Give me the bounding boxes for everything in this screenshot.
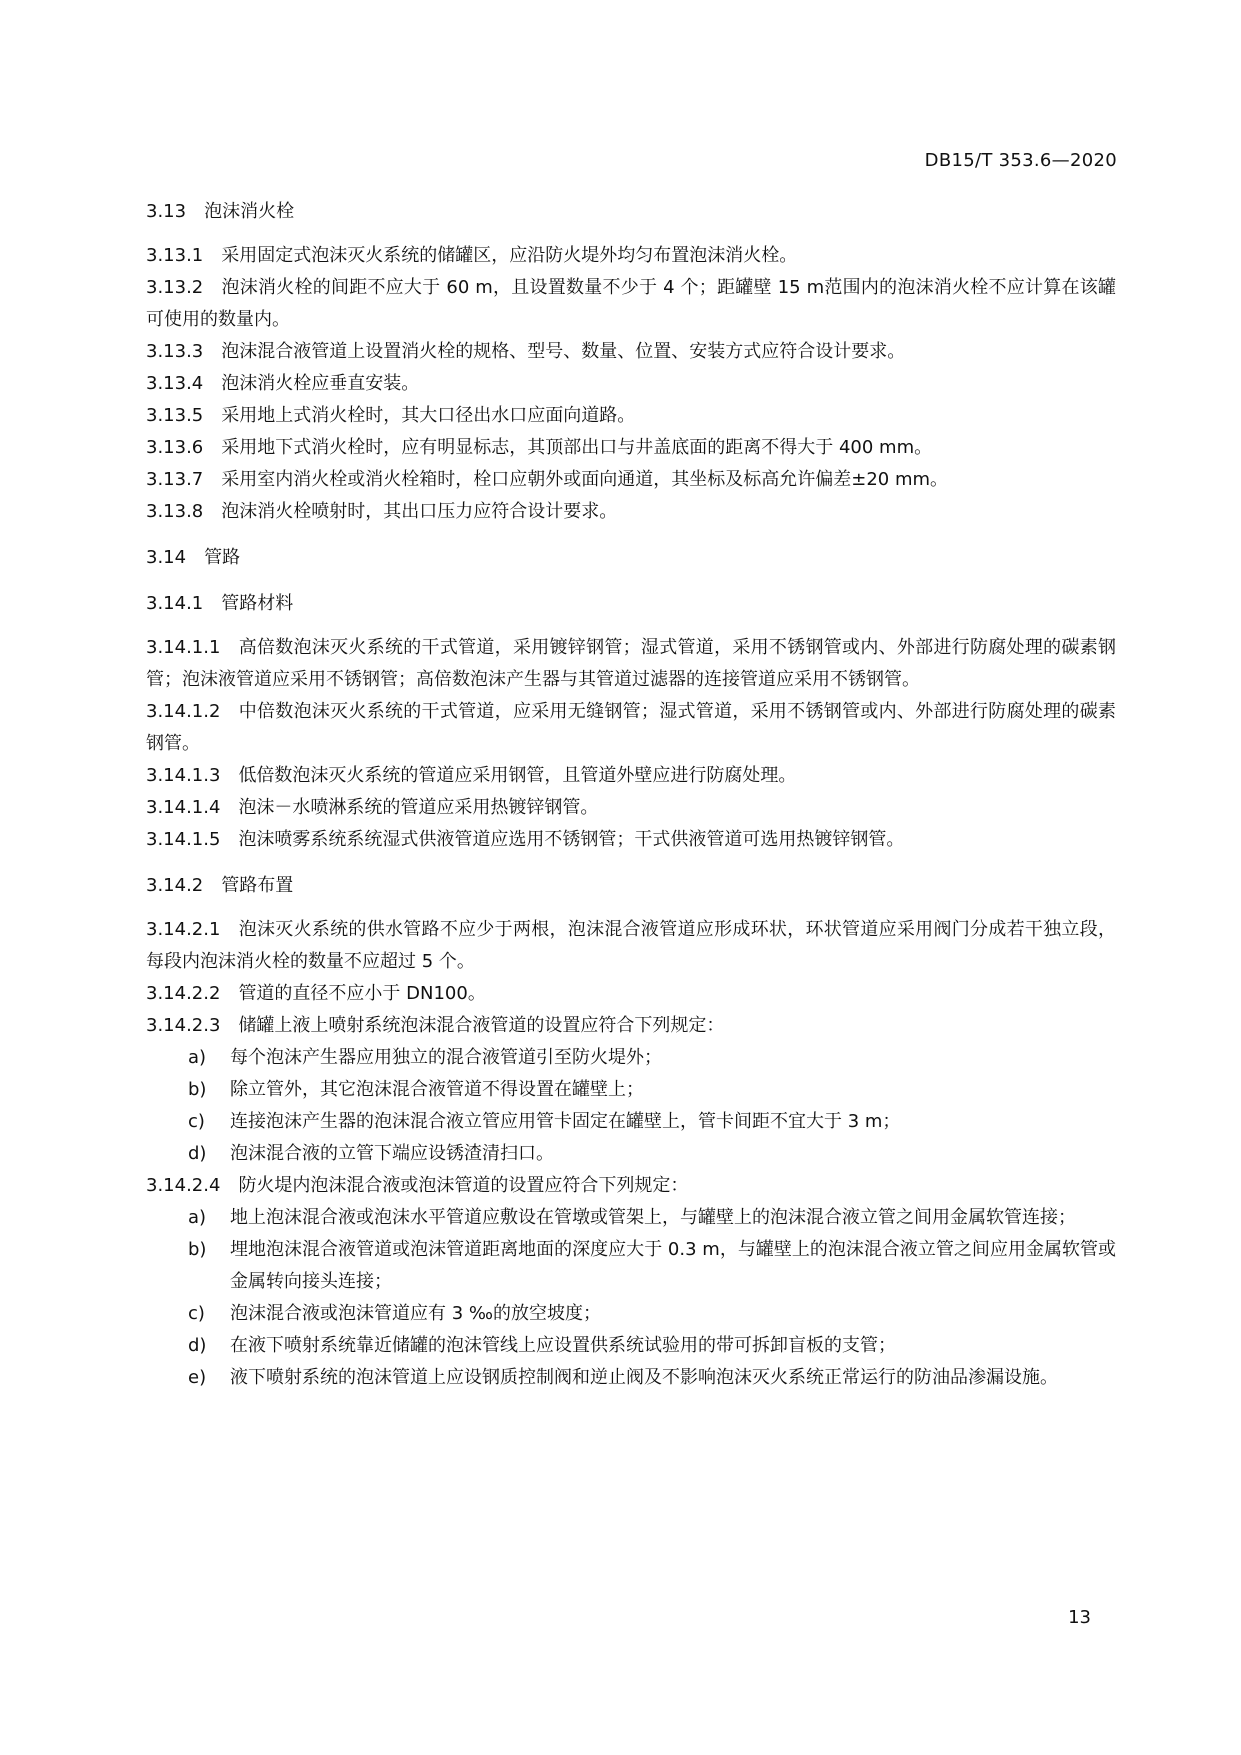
clause-3-13-8: [146, 496, 1116, 528]
list-text: 每个泡沫产生器应用独立的混合液管道引至防火堤外；: [230, 1047, 662, 1068]
clause-number: 3.13.1: [146, 245, 204, 266]
clause-text: 采用固定式泡沫灭火系统的储罐区，应沿防火堤外均匀布置泡沫消火栓。: [221, 245, 798, 266]
clause-3-13-5: [146, 400, 1116, 432]
clause-text: 中倍数泡沫灭火系统的干式管道，应采用无缝钢管；湿式管道，采用不锈钢管或内、外部进行防腐处理的碳素钢管。: [146, 701, 1116, 754]
section-number: 3.13: [146, 201, 187, 222]
list-marker: b): [188, 1079, 207, 1100]
clause-3-13-1: [146, 240, 1116, 272]
clause-text: 低倍数泡沫灭火系统的管道应采用钢管，且管道外壁应进行防腐处理。: [238, 765, 797, 786]
clause-number: 3.13.7: [146, 469, 204, 490]
clause-3-13-7: [146, 464, 1116, 496]
subsection-heading-3-14-2: [146, 870, 1116, 902]
list-item: [146, 1298, 1116, 1330]
list-text: 连接泡沫产生器的泡沫混合液立管应用管卡固定在罐壁上，管卡间距不宜大于 3 m；: [230, 1111, 901, 1132]
list-text: 泡沫混合液或泡沫管道应有 3 ‰的放空坡度；: [230, 1303, 602, 1324]
clause-text: 泡沫消火栓喷射时，其出口压力应符合设计要求。: [221, 501, 618, 522]
subsection-heading-3-14-1: [146, 588, 1116, 620]
clause-3-14-1-2: [146, 696, 1116, 760]
list-text: 埋地泡沫混合液管道或泡沫管道距离地面的深度应大于 0.3 m，与罐壁上的泡沫混合液立管之间应用金属软管或金属转向接头连接；: [230, 1239, 1116, 1292]
list-marker: b): [188, 1239, 207, 1260]
section-heading-3-13: [146, 196, 1116, 228]
document-body: [146, 196, 1116, 1394]
list-marker: d): [188, 1335, 207, 1356]
subsection-title: 管路布置: [221, 875, 294, 896]
clause-text: 泡沫－水喷淋系统的管道应采用热镀锌钢管。: [238, 797, 599, 818]
clause-3-14-1-1: [146, 632, 1116, 696]
list-text: 地上泡沫混合液或泡沫水平管道应敷设在管墩或管架上，与罐壁上的泡沫混合液立管之间用金属软管连接；: [230, 1207, 1076, 1228]
list-item: [146, 1330, 1116, 1362]
clause-3-13-2: [146, 272, 1116, 336]
subsection-number: 3.14.2: [146, 875, 204, 896]
subsection-number: 3.14.1: [146, 593, 204, 614]
list-marker: c): [188, 1111, 205, 1132]
clause-number: 3.14.2.1: [146, 919, 221, 940]
clause-3-14-2-1: [146, 914, 1116, 978]
clause-text: 管道的直径不应小于 DN100。: [238, 983, 486, 1004]
clause-number: 3.14.1.3: [146, 765, 221, 786]
clause-text: 泡沫消火栓应垂直安装。: [221, 373, 420, 394]
clause-number: 3.13.3: [146, 341, 204, 362]
list-item: [146, 1234, 1116, 1298]
clause-text: 防火堤内泡沫混合液或泡沫管道的设置应符合下列规定：: [238, 1175, 689, 1196]
list-marker: d): [188, 1143, 207, 1164]
list-item: [146, 1042, 1116, 1074]
clause-number: 3.13.4: [146, 373, 204, 394]
clause-3-13-4: [146, 368, 1116, 400]
clause-text: 储罐上液上喷射系统泡沫混合液管道的设置应符合下列规定：: [238, 1015, 725, 1036]
list-item: [146, 1362, 1116, 1394]
list-marker: a): [188, 1047, 207, 1068]
clause-3-13-6: [146, 432, 1116, 464]
clause-number: 3.14.1.2: [146, 701, 221, 722]
list-marker: a): [188, 1207, 207, 1228]
clause-number: 3.13.5: [146, 405, 204, 426]
section-heading-3-14: [146, 542, 1116, 574]
page-number: 13: [1068, 1607, 1091, 1628]
section-number: 3.14: [146, 547, 187, 568]
clause-3-14-1-3: [146, 760, 1116, 792]
list-text: 除立管外，其它泡沫混合液管道不得设置在罐壁上；: [230, 1079, 644, 1100]
clause-number: 3.13.6: [146, 437, 204, 458]
clause-text: 采用室内消火栓或消火栓箱时，栓口应朝外或面向通道，其坐标及标高允许偏差±20 mm。: [221, 469, 949, 490]
list-item: [146, 1106, 1116, 1138]
list-item: [146, 1074, 1116, 1106]
clause-text: 泡沫混合液管道上设置消火栓的规格、型号、数量、位置、安装方式应符合设计要求。: [221, 341, 906, 362]
clause-text: 泡沫喷雾系统系统湿式供液管道应选用不锈钢管；干式供液管道可选用热镀锌钢管。: [238, 829, 905, 850]
clause-text: 高倍数泡沫灭火系统的干式管道，采用镀锌钢管；湿式管道，采用不锈钢管或内、外部进行防腐处理的碳素钢管；泡沫液管道应采用不锈钢管；高倍数泡沫产生器与其管道过滤器的连接管道应采用不锈钢管。: [146, 637, 1116, 690]
document-code: DB15/T 353.6—2020: [924, 150, 1117, 171]
clause-number: 3.14.2.4: [146, 1175, 221, 1196]
list-item: [146, 1202, 1116, 1234]
clause-number: 3.13.8: [146, 501, 204, 522]
clause-number: 3.14.1.4: [146, 797, 221, 818]
subsection-title: 管路材料: [221, 593, 294, 614]
clause-number: 3.13.2: [146, 277, 204, 298]
clause-3-14-2-4: [146, 1170, 1116, 1202]
clause-3-14-1-4: [146, 792, 1116, 824]
clause-3-14-1-5: [146, 824, 1116, 856]
clause-number: 3.14.2.3: [146, 1015, 221, 1036]
clause-3-14-2-2: [146, 978, 1116, 1010]
list-text: 在液下喷射系统靠近储罐的泡沫管线上应设置供系统试验用的带可拆卸盲板的支管；: [230, 1335, 896, 1356]
clause-text: 泡沫消火栓的间距不应大于 60 m，且设置数量不少于 4 个；距罐壁 15 m范围内的泡沫消火栓不应计算在该罐可使用的数量内。: [146, 277, 1116, 330]
clause-3-14-2-3: [146, 1010, 1116, 1042]
list-text: 液下喷射系统的泡沫管道上应设钢质控制阀和逆止阀及不影响泡沫灭火系统正常运行的防油品渗漏设施。: [230, 1367, 1058, 1388]
clause-number: 3.14.1.1: [146, 637, 221, 658]
list-marker: e): [188, 1367, 207, 1388]
clause-number: 3.14.1.5: [146, 829, 221, 850]
clause-3-13-3: [146, 336, 1116, 368]
list-marker: c): [188, 1303, 205, 1324]
list-item: [146, 1138, 1116, 1170]
clause-text: 采用地上式消火栓时，其大口径出水口应面向道路。: [221, 405, 636, 426]
list-text: 泡沫混合液的立管下端应设锈渣清扫口。: [230, 1143, 554, 1164]
clause-number: 3.14.2.2: [146, 983, 221, 1004]
clause-text: 采用地下式消火栓时，应有明显标志，其顶部出口与井盖底面的距离不得大于 400 mm。: [221, 437, 933, 458]
clause-text: 泡沫灭火系统的供水管路不应少于两根，泡沫混合液管道应形成环状，环状管道应采用阀门分成若干独立段，每段内泡沫消火栓的数量不应超过 5 个。: [146, 919, 1116, 972]
section-title: 管路: [204, 547, 241, 568]
section-title: 泡沫消火栓: [204, 201, 295, 222]
